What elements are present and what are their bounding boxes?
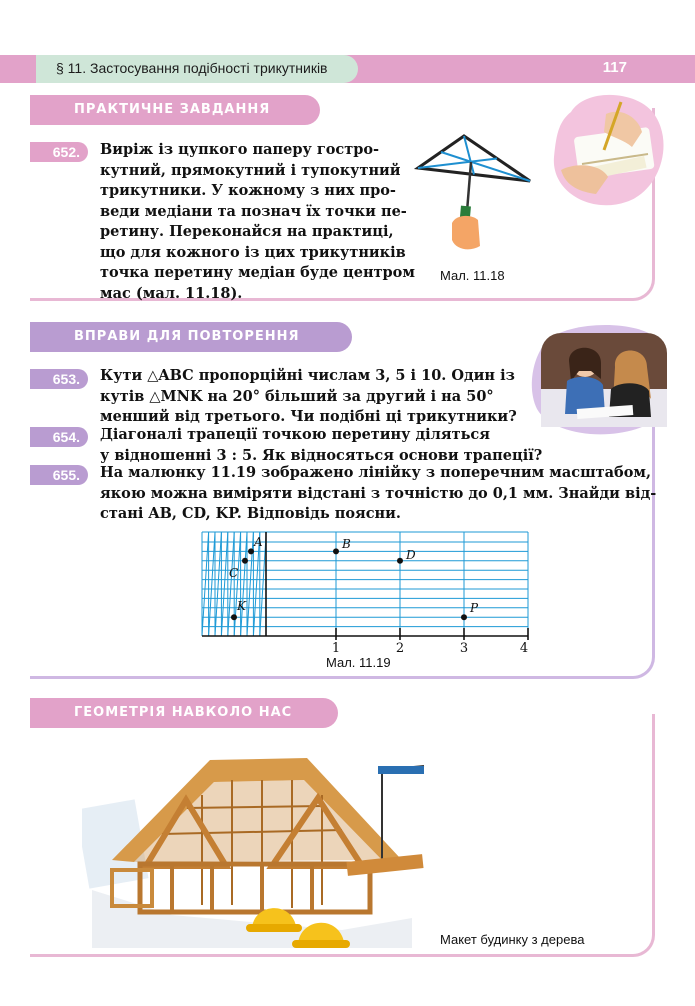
text-line: стані AB, CD, KP. Відповідь поясни. — [100, 505, 401, 522]
point-P-label: P — [470, 601, 479, 615]
around-banner: ГЕОМЕТРІЯ НАВКОЛО НАС — [30, 698, 338, 728]
text-line: веди медіани та познач їх точки пе- — [100, 202, 407, 220]
text-line: кутний, прямокутний і тупокутний — [100, 161, 401, 179]
text-line: кутів △MNK на 20° більший за другий і на 50° — [100, 387, 494, 405]
text-line: якою можна виміряти відстані з точністю до 0,1 мм. Знайди від- — [100, 484, 657, 502]
point-D-label: D — [406, 548, 416, 562]
point-B-label: B — [342, 537, 351, 551]
point-K-label: K — [237, 599, 246, 613]
figure-11-18-caption: Мал. 11.18 — [440, 268, 505, 283]
text-line: що для кожного із цих трикутників — [100, 243, 406, 261]
problem-652-number: 652. — [30, 142, 88, 162]
wooden-house-model-photo — [82, 740, 428, 948]
text-line: Діагоналі трапеції точкою перетину діляться — [100, 426, 490, 443]
section-title: § 11. Застосування подібності трикутників — [56, 60, 328, 76]
house-caption: Макет будинку з дерева — [440, 932, 585, 947]
problem-654-text — [100, 425, 543, 466]
transversal-scale-ruler — [198, 528, 538, 656]
problem-653-number: 653. — [30, 369, 88, 389]
students-photo — [527, 319, 669, 437]
problem-652-text — [100, 140, 415, 304]
drawing-hand-photo — [546, 92, 668, 212]
point-C-label: C — [229, 566, 239, 580]
problem-655-text — [100, 463, 657, 525]
text-line: Виріж із цупкого паперу гостро- — [100, 141, 380, 158]
text-line: мас (мал. 11.18). — [100, 284, 243, 302]
text-line: Кути △ABC пропорційні числам 3, 5 і 10. Один із — [100, 367, 515, 384]
text-line: точка перетину медіан буде центром — [100, 264, 415, 281]
text-line: ретину. Переконайся на практиці, — [100, 223, 394, 240]
text-line: трикутники. У кожному з них про- — [100, 182, 396, 199]
scale-label-1: 1 — [331, 641, 341, 656]
practical-banner: ПРАКТИЧНЕ ЗАВДАННЯ — [30, 95, 320, 125]
scale-label-3: 3 — [459, 641, 469, 656]
figure-11-19-caption: Мал. 11.19 — [326, 655, 391, 670]
text-line: На малюнку 11.19 зображено лінійку з поперечним масштабом, — [100, 464, 652, 481]
text-line: менший від третього. Чи подібні ці трикутники? — [100, 408, 517, 425]
problem-655-number: 655. — [30, 465, 88, 485]
page-number: 117 — [602, 59, 627, 76]
problem-654-number: 654. — [30, 427, 88, 447]
triangle-medians-figure — [408, 128, 538, 258]
scale-label-2: 2 — [395, 641, 405, 656]
review-banner: ВПРАВИ ДЛЯ ПОВТОРЕННЯ — [30, 322, 352, 352]
scale-label-4: 4 — [519, 641, 529, 656]
problem-653-text — [100, 366, 518, 428]
point-A-label: A — [254, 535, 263, 549]
text-line: у відношенні 3 : 5. Як відносяться основи трапеції? — [100, 446, 543, 464]
